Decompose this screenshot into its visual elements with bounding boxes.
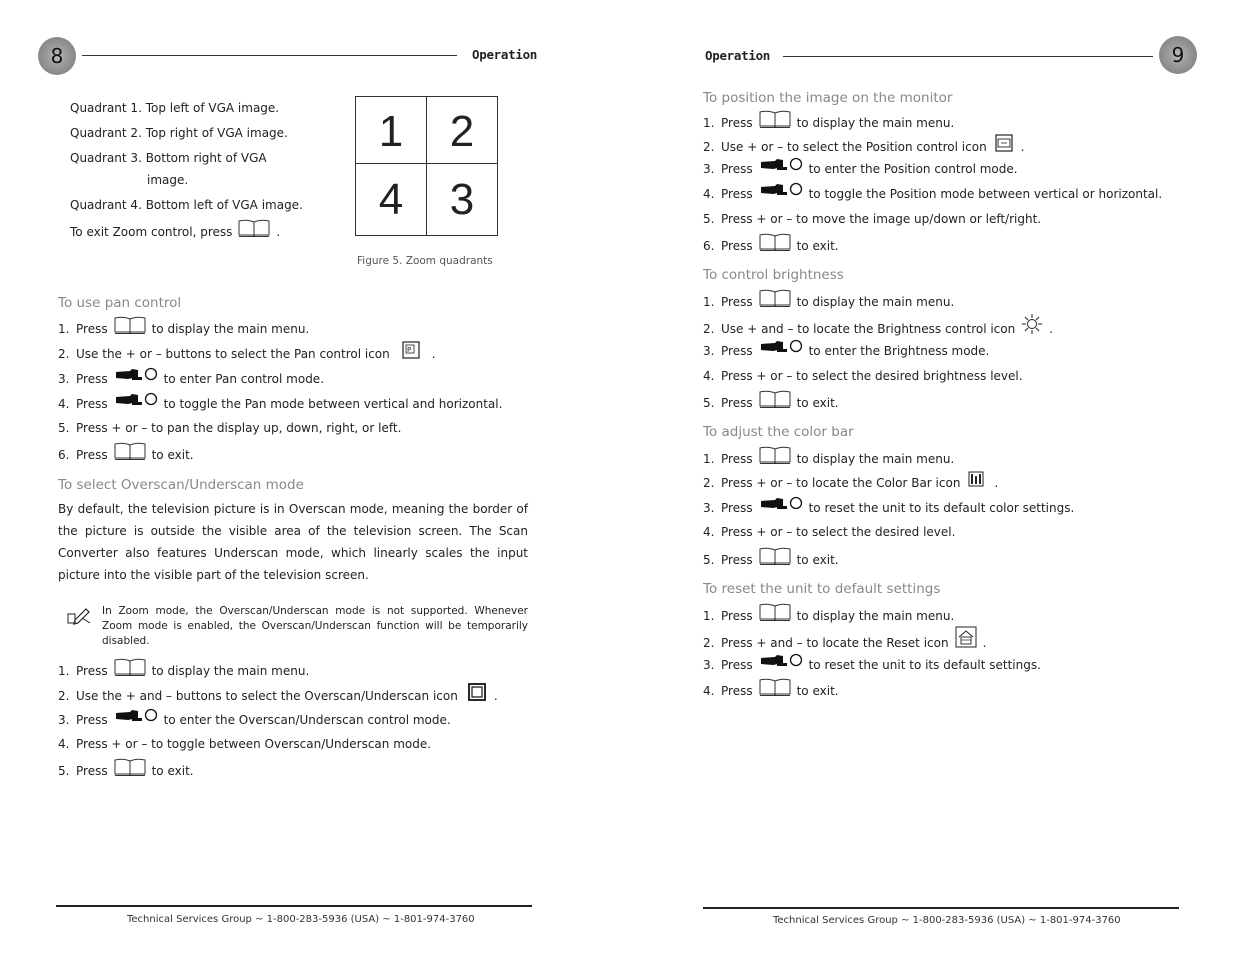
step-text: to display the main menu.	[796, 116, 955, 130]
select-button-icon	[759, 496, 803, 512]
step-number: 2.	[703, 322, 715, 336]
step-text: Use + and – to locate the Brightness control icon	[721, 322, 1016, 336]
step-text: Press + or – to select the desired level.	[721, 525, 956, 539]
color-bar-icon	[968, 471, 984, 487]
step-text: Press + or – to move the image up/down or left/right.	[721, 212, 1042, 226]
step-number: 5.	[58, 764, 70, 778]
position-heading: To position the image on the monitor	[703, 90, 953, 106]
step-number: 6.	[58, 448, 70, 462]
step-number: 3.	[703, 501, 715, 515]
zoom-exit-line	[70, 223, 280, 241]
header-rule	[82, 55, 457, 56]
select-button-icon	[114, 708, 158, 724]
footer-rule	[56, 905, 532, 907]
quad-2: 2	[449, 106, 475, 156]
position-step-1	[703, 114, 954, 132]
pan-step-6	[58, 446, 194, 464]
menu-book-icon	[759, 603, 791, 621]
pan-step-3	[58, 371, 324, 387]
step-text: .	[1020, 140, 1025, 154]
step-text: .	[431, 347, 436, 361]
quadrant-text-2: Quadrant 2. Top right of VGA image.	[70, 126, 288, 140]
pan-step-5	[58, 421, 401, 435]
quadrant-text-1: Quadrant 1. Top left of VGA image.	[70, 101, 280, 115]
menu-book-icon	[114, 442, 146, 460]
step-number: 4.	[703, 684, 715, 698]
step-number: 5.	[703, 396, 715, 410]
step-text: Press	[76, 322, 108, 336]
step-text: .	[493, 689, 498, 703]
step-text: to display the main menu.	[796, 452, 955, 466]
position-step-2	[703, 138, 1025, 156]
position-control-icon	[995, 134, 1013, 152]
overscan-step-4	[58, 737, 431, 751]
step-text: to exit.	[796, 553, 839, 567]
step-text: Press	[721, 684, 753, 698]
position-step-4	[703, 186, 1162, 202]
overscan-step-5	[58, 762, 194, 780]
menu-book-icon	[114, 658, 146, 676]
step-text: Press	[721, 609, 753, 623]
step-text: to enter the Brightness mode.	[808, 344, 990, 358]
step-number: 1.	[58, 322, 70, 336]
colorbar-step-5	[703, 551, 839, 569]
step-text: to exit.	[151, 448, 194, 462]
zoom-exit-period: .	[276, 225, 281, 239]
colorbar-step-3	[703, 500, 1074, 516]
step-text: Use the + and – buttons to select the Overscan/Underscan icon	[76, 689, 458, 703]
menu-book-icon	[759, 289, 791, 307]
step-text: Press	[76, 713, 108, 727]
reset-step-1	[703, 607, 954, 625]
step-number: 6.	[703, 239, 715, 253]
step-text: .	[982, 636, 987, 650]
quad-4: 4	[378, 174, 404, 224]
step-number: 1.	[703, 609, 715, 623]
zoom-exit-text: To exit Zoom control, press	[70, 225, 233, 239]
brightness-step-2	[703, 318, 1053, 340]
step-text: Press	[721, 162, 753, 176]
colorbar-step-4	[703, 525, 955, 539]
step-text: to display the main menu.	[151, 664, 310, 678]
brightness-step-3	[703, 343, 989, 359]
quad-3: 3	[449, 174, 475, 224]
select-button-icon	[759, 339, 803, 355]
step-number: 3.	[703, 658, 715, 672]
step-number: 4.	[58, 397, 70, 411]
overscan-icon	[468, 683, 486, 701]
step-text: Press + or – to pan the display up, down, right, or left.	[76, 421, 402, 435]
step-number: 4.	[703, 525, 715, 539]
step-number: 1.	[58, 664, 70, 678]
step-text: Press	[76, 372, 108, 386]
step-text: Use + or – to select the Position control icon	[721, 140, 987, 154]
step-text: to display the main menu.	[796, 609, 955, 623]
step-text: .	[1049, 322, 1054, 336]
step-number: 2.	[703, 636, 715, 650]
step-number: 2.	[58, 347, 70, 361]
step-text: Press	[721, 295, 753, 309]
step-text: Press	[721, 501, 753, 515]
quadrant-text-3: Quadrant 3. Bottom right of VGA	[70, 151, 267, 165]
overscan-paragraph: By default, the television picture is in Overscan mode, meaning the border of the picture is outside the visible area of the television screen. The Scan Converter also features Underscan mode, which linearly scales the input picture into the visible part of the television screen.	[58, 502, 528, 582]
footer-text: Technical Services Group ~ 1-800-283-5936 (USA) ~ 1-801-974-3760	[773, 915, 1121, 926]
step-text: to exit.	[796, 684, 839, 698]
pan-control-icon	[402, 341, 420, 359]
header-title: Operation	[472, 47, 538, 62]
brightness-step-1	[703, 293, 954, 311]
step-text: Press	[721, 344, 753, 358]
pan-step-1	[58, 320, 309, 338]
step-number: 5.	[703, 212, 715, 226]
step-text: Press	[76, 764, 108, 778]
select-button-icon	[759, 182, 803, 198]
page-number: 9	[1171, 43, 1185, 67]
step-text: Press	[76, 397, 108, 411]
position-step-5	[703, 212, 1041, 226]
step-text: to exit.	[151, 764, 194, 778]
select-button-icon	[114, 392, 158, 408]
footer-text: Technical Services Group ~ 1-800-283-5936 (USA) ~ 1-801-974-3760	[127, 914, 475, 925]
reset-step-2	[703, 632, 986, 654]
step-text: Press	[721, 553, 753, 567]
select-button-icon	[759, 653, 803, 669]
step-number: 4.	[58, 737, 70, 751]
reset-icon	[955, 626, 977, 648]
step-text: Press	[721, 187, 753, 201]
step-text: to toggle the Pan mode between vertical and horizontal.	[163, 397, 503, 411]
step-text: Press + or – to locate the Color Bar icon	[721, 476, 961, 490]
overscan-step-3	[58, 712, 451, 728]
quad-1: 1	[378, 106, 404, 156]
step-number: 4.	[703, 187, 715, 201]
step-number: 1.	[703, 452, 715, 466]
page-number-badge	[38, 37, 76, 75]
overscan-step-2	[58, 687, 498, 705]
colorbar-heading: To adjust the color bar	[703, 424, 854, 440]
brightness-step-5	[703, 394, 839, 412]
menu-book-icon	[114, 316, 146, 334]
quadrant-text-3-cont: image.	[147, 173, 189, 187]
step-text: Press	[721, 452, 753, 466]
select-button-icon	[759, 157, 803, 173]
step-text: Press	[721, 658, 753, 672]
svg-text:P: P	[406, 346, 411, 354]
colorbar-step-2	[703, 475, 998, 491]
step-number: 2.	[703, 476, 715, 490]
step-text: .	[994, 476, 999, 490]
step-text: Press + or – to select the desired brightness level.	[721, 369, 1023, 383]
reset-step-4	[703, 682, 839, 700]
pan-step-2	[58, 345, 436, 363]
step-text: to reset the unit to its default color settings.	[808, 501, 1075, 515]
brightness-sun-icon	[1021, 313, 1043, 335]
overscan-note: In Zoom mode, the Overscan/Underscan mode is not supported. Whenever Zoom mode is enabled, the Overscan/Underscan function will be temporarily disabled.	[102, 605, 528, 647]
step-number: 1.	[703, 116, 715, 130]
step-text: Press	[721, 116, 753, 130]
menu-book-icon	[759, 110, 791, 128]
step-number: 3.	[703, 162, 715, 176]
page-number: 8	[50, 44, 64, 68]
step-number: 3.	[58, 713, 70, 727]
zoom-quadrants-figure	[355, 96, 498, 236]
step-text: to exit.	[796, 396, 839, 410]
step-number: 2.	[58, 689, 70, 703]
position-step-3	[703, 161, 1018, 177]
select-button-icon	[114, 367, 158, 383]
brightness-step-4	[703, 369, 1023, 383]
step-text: to exit.	[796, 239, 839, 253]
step-text: Press + or – to toggle between Overscan/Underscan mode.	[76, 737, 432, 751]
note-pencil-icon	[66, 606, 92, 626]
step-text: to display the main menu.	[151, 322, 310, 336]
page-number-badge	[1159, 36, 1197, 74]
menu-book-icon	[114, 758, 146, 776]
footer-rule	[703, 907, 1179, 909]
step-text: Press	[76, 664, 108, 678]
brightness-heading: To control brightness	[703, 267, 844, 283]
overscan-heading: To select Overscan/Underscan mode	[58, 477, 304, 493]
step-text: to enter the Overscan/Underscan control mode.	[163, 713, 451, 727]
step-text: Press + and – to locate the Reset icon	[721, 636, 949, 650]
step-text: to enter Pan control mode.	[163, 372, 325, 386]
step-number: 4.	[703, 369, 715, 383]
step-text: to display the main menu.	[796, 295, 955, 309]
step-text: to reset the unit to its default settings.	[808, 658, 1041, 672]
step-text: Press	[721, 239, 753, 253]
menu-book-icon	[759, 390, 791, 408]
menu-book-icon	[238, 219, 270, 237]
step-text: Press	[76, 448, 108, 462]
colorbar-step-1	[703, 450, 954, 468]
overscan-step-1	[58, 662, 309, 680]
step-number: 2.	[703, 140, 715, 154]
pan-heading: To use pan control	[58, 295, 182, 311]
step-text: to enter the Position control mode.	[808, 162, 1018, 176]
position-step-6	[703, 237, 839, 255]
figure-caption: Figure 5. Zoom quadrants	[357, 255, 493, 267]
reset-step-3	[703, 657, 1041, 673]
menu-book-icon	[759, 678, 791, 696]
step-number: 5.	[58, 421, 70, 435]
menu-book-icon	[759, 446, 791, 464]
reset-heading: To reset the unit to default settings	[703, 581, 941, 597]
quadrant-text-4: Quadrant 4. Bottom left of VGA image.	[70, 198, 303, 212]
step-text: Press	[721, 396, 753, 410]
step-text: to toggle the Position mode between vertical or horizontal.	[808, 187, 1163, 201]
step-number: 3.	[703, 344, 715, 358]
pan-step-4	[58, 396, 502, 412]
header-title: Operation	[705, 48, 771, 63]
step-number: 1.	[703, 295, 715, 309]
menu-book-icon	[759, 233, 791, 251]
header-rule	[783, 56, 1153, 57]
menu-book-icon	[759, 547, 791, 565]
step-number: 3.	[58, 372, 70, 386]
step-text: Use the + or – buttons to select the Pan control icon	[76, 347, 390, 361]
step-number: 5.	[703, 553, 715, 567]
